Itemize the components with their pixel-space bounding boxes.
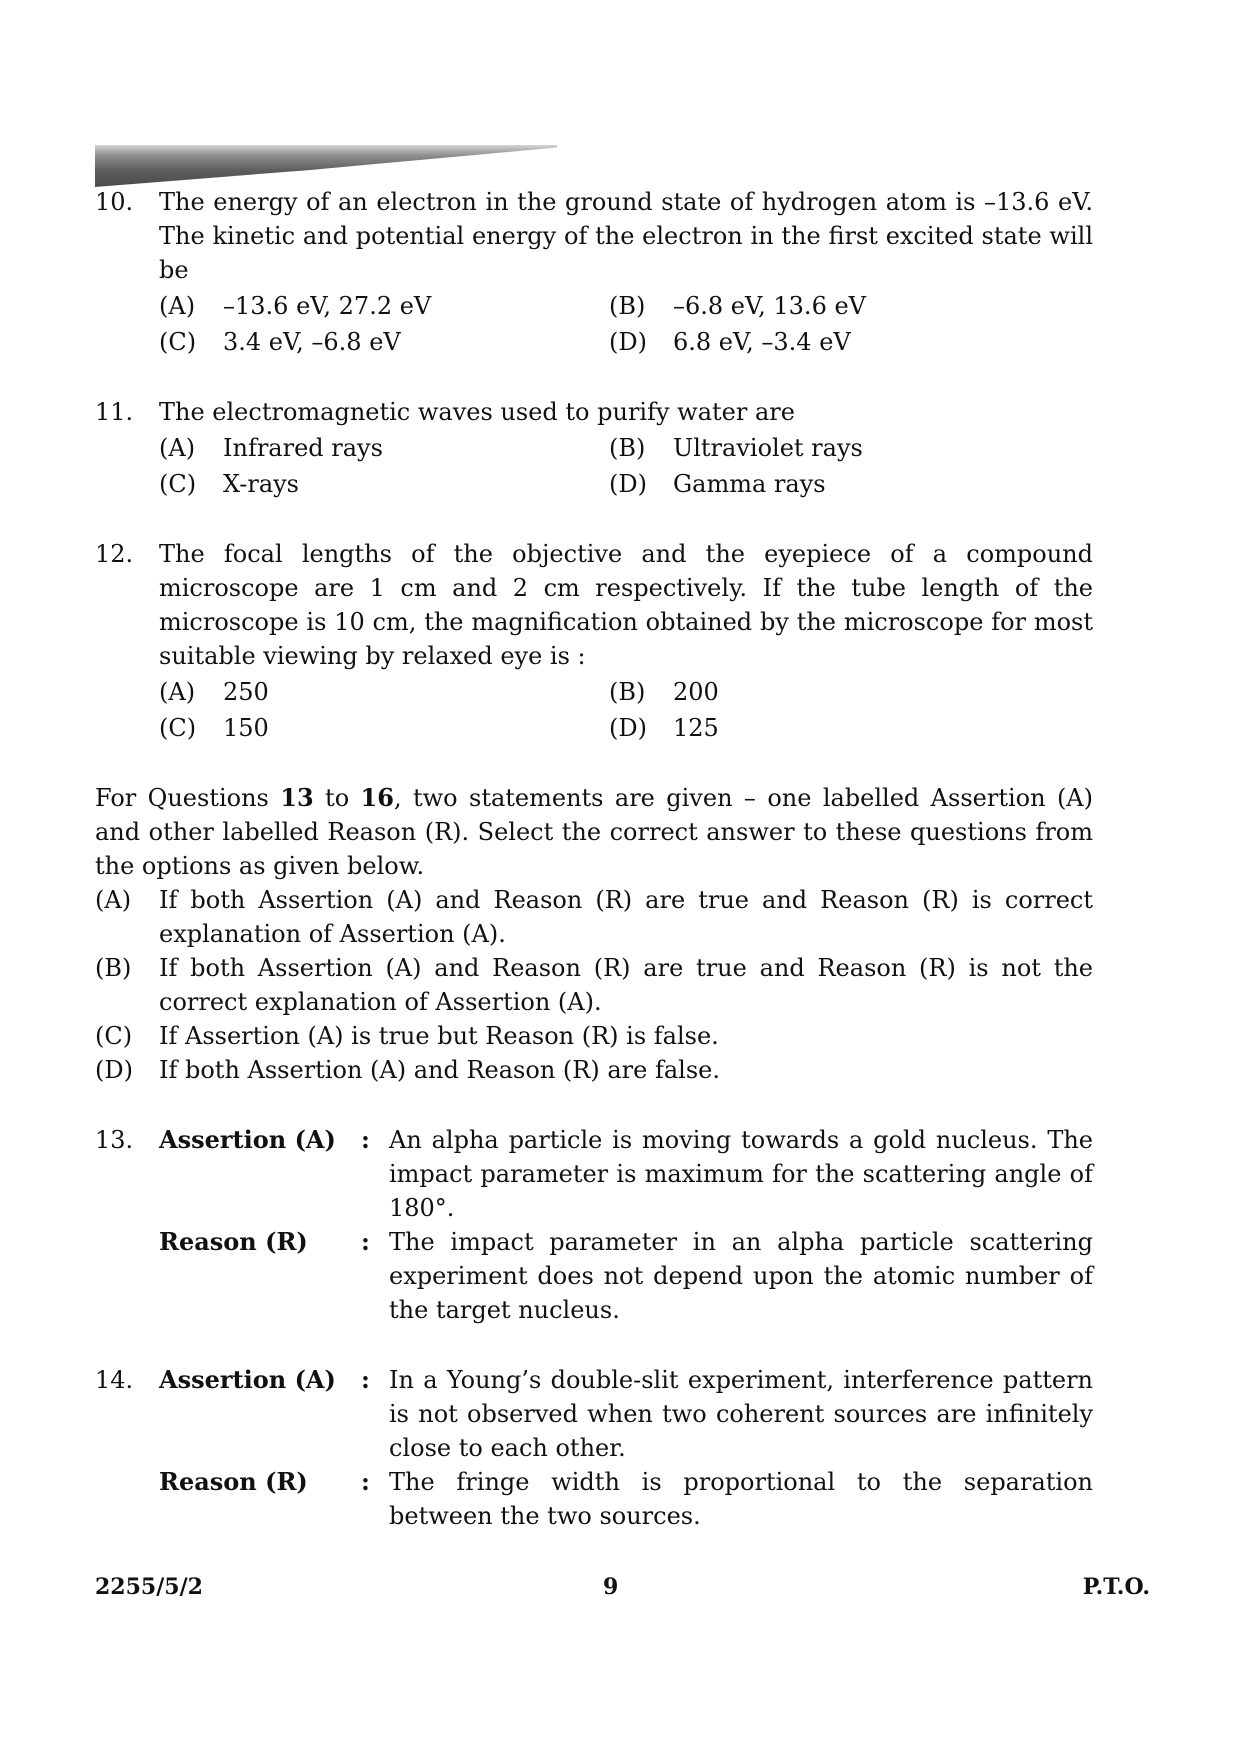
assertion-reason-instructions <box>95 781 1093 883</box>
option-a <box>159 675 609 709</box>
options-grid <box>159 289 1093 359</box>
colon: : <box>361 1125 370 1154</box>
option-b <box>609 289 1093 323</box>
question-body <box>159 185 1093 359</box>
option-text: 150 <box>223 714 269 742</box>
colon: : <box>361 1467 370 1496</box>
answer-key-text: If both Assertion (A) and Reason (R) are true and Reason (R) is not the correct explanation of Assertion (A). <box>159 954 1093 1016</box>
option-text: X-rays <box>223 470 299 498</box>
option-text: Infrared rays <box>223 434 383 462</box>
question-12 <box>95 537 1093 745</box>
option-text: Ultraviolet rays <box>673 434 863 462</box>
options-grid <box>159 431 1093 501</box>
answer-key-label: (A) <box>95 886 132 914</box>
option-label: (C) <box>159 714 197 742</box>
please-turn-over: P.T.O. <box>1082 1574 1150 1600</box>
answer-key-text: If both Assertion (A) and Reason (R) are false. <box>159 1056 720 1084</box>
option-text: 250 <box>223 678 269 706</box>
option-label: (D) <box>609 714 647 742</box>
answer-key-label: (D) <box>95 1056 133 1084</box>
assertion-row <box>159 1363 1093 1465</box>
answer-key-a <box>95 883 1093 951</box>
question-number: 10. <box>95 188 134 216</box>
question-number: 11. <box>95 398 134 426</box>
intro-text: For Questions <box>95 784 281 812</box>
question-text: The energy of an electron in the ground state of hydrogen atom is –13.6 eV. The kinetic and potential energy of the electron in the first excited state will be <box>159 188 1093 284</box>
question-text: The electromagnetic waves used to purify water are <box>159 398 795 426</box>
option-label: (A) <box>159 678 196 706</box>
option-a <box>159 289 609 323</box>
answer-key-b <box>95 951 1093 1019</box>
colon: : <box>361 1227 370 1256</box>
reason-text: The impact parameter in an alpha particle scattering experiment does not depend upon the atomic number of the target nucleus. <box>389 1228 1093 1324</box>
answer-key-label: (B) <box>95 954 132 982</box>
option-a <box>159 431 609 465</box>
option-c <box>159 711 609 745</box>
answer-key-c <box>95 1019 1093 1053</box>
page-content <box>95 185 1093 1533</box>
answer-key-text: If both Assertion (A) and Reason (R) are true and Reason (R) is correct explanation of Assertion (A). <box>159 886 1093 948</box>
option-b <box>609 431 1093 465</box>
option-text: –13.6 eV, 27.2 eV <box>223 292 432 320</box>
question-13 <box>95 1123 1093 1327</box>
question-number: 12. <box>95 540 134 568</box>
option-label: (D) <box>609 328 647 356</box>
question-14 <box>95 1363 1093 1533</box>
intro-text: , two statements are given – one labelled Assertion (A) and other labelled Reason (R). Select the correct answer to these questions from the options as given below. <box>95 784 1094 880</box>
option-text: 200 <box>673 678 719 706</box>
assertion-text: In a Young’s double-slit experiment, interference pattern is not observed when two coherent sources are infinitely close to each other. <box>389 1366 1093 1462</box>
intro-text: to <box>313 784 361 812</box>
option-text: –6.8 eV, 13.6 eV <box>673 292 866 320</box>
question-10 <box>95 185 1093 359</box>
option-c <box>159 467 609 501</box>
assertion-label: Assertion (A) <box>159 1365 336 1394</box>
question-text: The focal lengths of the objective and the eyepiece of a compound microscope are 1 cm and 2 cm respectively. If the tube length of the microscope is 10 cm, the magnification obtained by the microscope for most suitable viewing by relaxed eye is : <box>159 540 1093 670</box>
reason-row <box>159 1225 1093 1327</box>
colon: : <box>361 1365 370 1394</box>
option-text: 6.8 eV, –3.4 eV <box>673 328 851 356</box>
reason-label: Reason (R) <box>159 1467 308 1496</box>
option-text: 3.4 eV, –6.8 eV <box>223 328 401 356</box>
question-range-start: 13 <box>280 783 314 812</box>
answer-key-text: If Assertion (A) is true but Reason (R) is false. <box>159 1022 719 1050</box>
page-number: 9 <box>603 1574 619 1600</box>
option-label: (A) <box>159 292 196 320</box>
question-number: 13. <box>95 1126 134 1154</box>
option-label: (B) <box>609 678 646 706</box>
answer-key-d <box>95 1053 1093 1087</box>
question-body <box>159 1363 1093 1533</box>
question-range-end: 16 <box>360 783 394 812</box>
reason-text: The fringe width is proportional to the separation between the two sources. <box>389 1468 1093 1530</box>
option-text: 125 <box>673 714 719 742</box>
option-label: (B) <box>609 434 646 462</box>
option-d <box>609 711 1093 745</box>
option-label: (C) <box>159 470 197 498</box>
options-grid <box>159 675 1093 745</box>
option-d <box>609 325 1093 359</box>
question-body <box>159 1123 1093 1327</box>
assertion-label: Assertion (A) <box>159 1125 336 1154</box>
reason-label: Reason (R) <box>159 1227 308 1256</box>
paper-code: 2255/5/2 <box>95 1574 203 1600</box>
option-label: (B) <box>609 292 646 320</box>
option-c <box>159 325 609 359</box>
question-11 <box>95 395 1093 501</box>
answer-key-label: (C) <box>95 1022 133 1050</box>
assertion-text: An alpha particle is moving towards a gold nucleus. The impact parameter is maximum for the scattering angle of 180°. <box>389 1126 1093 1222</box>
option-label: (A) <box>159 434 196 462</box>
page-footer <box>95 1574 1150 1608</box>
option-text: Gamma rays <box>673 470 826 498</box>
option-label: (C) <box>159 328 197 356</box>
option-b <box>609 675 1093 709</box>
assertion-row <box>159 1123 1093 1225</box>
option-label: (D) <box>609 470 647 498</box>
option-d <box>609 467 1093 501</box>
question-number: 14. <box>95 1366 134 1394</box>
question-body <box>159 537 1093 745</box>
header-decorative-bar <box>95 145 557 187</box>
question-body <box>159 395 1093 501</box>
reason-row <box>159 1465 1093 1533</box>
